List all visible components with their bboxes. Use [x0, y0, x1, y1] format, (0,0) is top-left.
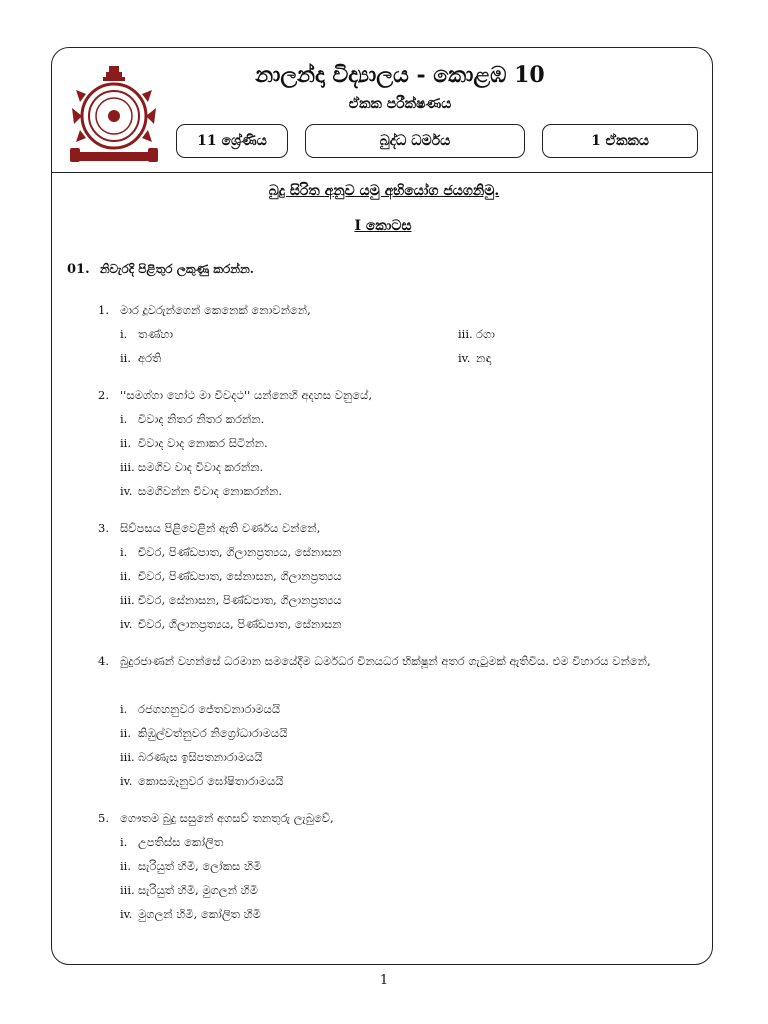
option-label: iii.	[120, 460, 135, 474]
option-text: චීවර, පිණ්ඩපාත, ගිලානප්‍රත්‍යය, සේනාසන	[138, 545, 342, 559]
option-label: iii.	[120, 750, 135, 764]
option-text: තණ්හා	[138, 327, 174, 341]
question-number: 4.	[98, 654, 109, 668]
question-text: ගෞතම බුදු සසුනේ අගසව් තනතුරු ලැබුවේ,	[120, 811, 334, 825]
option-label: i.	[120, 835, 128, 849]
option-label: i.	[120, 702, 128, 716]
option-label: ii.	[120, 436, 132, 450]
option-3-ii[interactable]	[120, 568, 342, 584]
option-label: i.	[120, 327, 128, 341]
grade-label: 11 ශ්‍රේණිය	[197, 133, 267, 149]
question-text: සිව්පසය පිළිවෙළින් ඇති වර්ණය වන්නේ,	[120, 521, 321, 535]
option-text: කිඹුල්වත්නුවර නිග්‍රෝධාරාමයයි	[138, 726, 288, 740]
question-number: 3.	[98, 521, 109, 535]
option-3-i[interactable]	[120, 544, 342, 560]
option-label: iii.	[120, 593, 135, 607]
option-5-iii[interactable]	[120, 882, 258, 898]
option-label: ii.	[120, 726, 132, 740]
option-3-iii[interactable]	[120, 592, 342, 608]
option-text: විවාද නිතර නිතර කරන්න.	[138, 412, 265, 426]
page-number: 1	[379, 973, 389, 988]
option-text: කොසඹෑනුවර ඝෝෂිතාරාමයයි	[138, 774, 284, 788]
option-5-iv[interactable]	[120, 906, 261, 922]
section-title: I කොටස	[354, 218, 412, 234]
option-label: i.	[120, 545, 128, 559]
option-1-ii[interactable]	[120, 350, 161, 366]
option-text: චීවර, පිණ්ඩපාත, සේනාසන, ගිලානප්‍රත්‍යය	[138, 569, 342, 583]
option-2-ii[interactable]	[120, 435, 268, 451]
option-text: සැරියුත් හිමි, මුගලන් හිමි	[138, 883, 258, 897]
option-4-iii[interactable]	[120, 749, 262, 765]
option-label: ii.	[120, 569, 132, 583]
subject-box	[305, 124, 525, 158]
instruction-text: නිවැරදි පිළිතුර ලකුණු කරන්න.	[99, 262, 254, 276]
option-label: i.	[120, 412, 128, 426]
instruction	[67, 262, 254, 277]
question-text: ''සමග්ගා හෝථ මා විවදථ'' යන්නෙහි අදහස වනුයේ,	[120, 388, 372, 402]
option-label: ii.	[120, 351, 132, 365]
question-text: බුදුරජාණන් වහන්සේ ධරමාන සමයේදීම ධර්මධර විනයධර භික්ෂූන් අතර ගැටුමක් ඇතිවිය. එම විහාරය වන්නේ,	[120, 654, 651, 668]
option-5-i[interactable]	[120, 834, 223, 850]
unit-label: 1 ඒකකය	[591, 133, 649, 149]
option-5-ii[interactable]	[120, 858, 261, 874]
option-label: iii.	[120, 883, 135, 897]
option-label: iv.	[120, 484, 133, 498]
option-label: ii.	[120, 859, 132, 873]
option-text: චීවර, ගිලානප්‍රත්‍යය, පිණ්ඩපාත, සේනාසන	[138, 617, 342, 631]
option-text: අරති	[138, 351, 162, 365]
option-3-iv[interactable]	[120, 616, 342, 632]
school-crest-icon	[68, 64, 160, 164]
option-2-i[interactable]	[120, 411, 264, 427]
option-label: iv.	[120, 907, 133, 921]
option-2-iv[interactable]	[120, 483, 282, 499]
instruction-number: 01.	[67, 262, 90, 277]
option-2-iii[interactable]	[120, 459, 263, 475]
option-text: මුගලන් හිමි, කෝලිත හිමි	[138, 907, 261, 921]
unit-box	[542, 124, 698, 158]
header-divider	[51, 172, 713, 173]
option-4-i[interactable]	[120, 701, 280, 717]
option-label: iii.	[458, 327, 473, 341]
option-text: විවාද වාද නොකර සිටින්න.	[138, 436, 268, 450]
option-text: සමගිව වාද විවාද කරන්න.	[138, 460, 264, 474]
option-text: උපතිස්ස කෝලිත	[138, 835, 224, 849]
option-1-iv[interactable]	[458, 350, 491, 366]
subject-label: බුද්ධ ධර්මය	[379, 133, 451, 149]
option-label: iv.	[120, 774, 133, 788]
option-label: iv.	[458, 351, 471, 365]
theme-heading: බුදු සිරිත අනුව යමු අභියෝග ජයගනිමු.	[268, 183, 500, 199]
option-text: රජගහනුවර ජේතවනාරාමයයි	[138, 702, 281, 716]
question-number: 1.	[98, 303, 109, 317]
school-name: නාලන්දා විද්‍යාලය - කොළඹ 10	[255, 62, 545, 88]
option-text: රගා	[476, 327, 495, 341]
option-4-ii[interactable]	[120, 725, 287, 741]
option-label: iv.	[120, 617, 133, 631]
option-text: සමගිවන්න විවාද නොකරන්න.	[138, 484, 283, 498]
option-text: බරණැස ඉසිපතනාරාමයයි	[138, 750, 263, 764]
question-number: 2.	[98, 388, 109, 402]
question-number: 5.	[98, 811, 109, 825]
question-text: මාර දූවරුන්ගෙන් කෙනෙක් නොවන්නේ,	[120, 303, 311, 317]
exam-title: ඒකක පරීක්ෂණය	[348, 96, 452, 112]
option-text: චීවර, සේනාසන, පිණ්ඩපාත, ගිලානප්‍රත්‍යය	[138, 593, 342, 607]
option-1-iii[interactable]	[458, 326, 495, 342]
option-text: සැරියුත් හිමි, ලෝකස හිමි	[138, 859, 262, 873]
option-text: නඳා	[476, 351, 492, 365]
option-1-i[interactable]	[120, 326, 173, 342]
option-4-iv[interactable]	[120, 773, 283, 789]
grade-box	[176, 124, 288, 158]
